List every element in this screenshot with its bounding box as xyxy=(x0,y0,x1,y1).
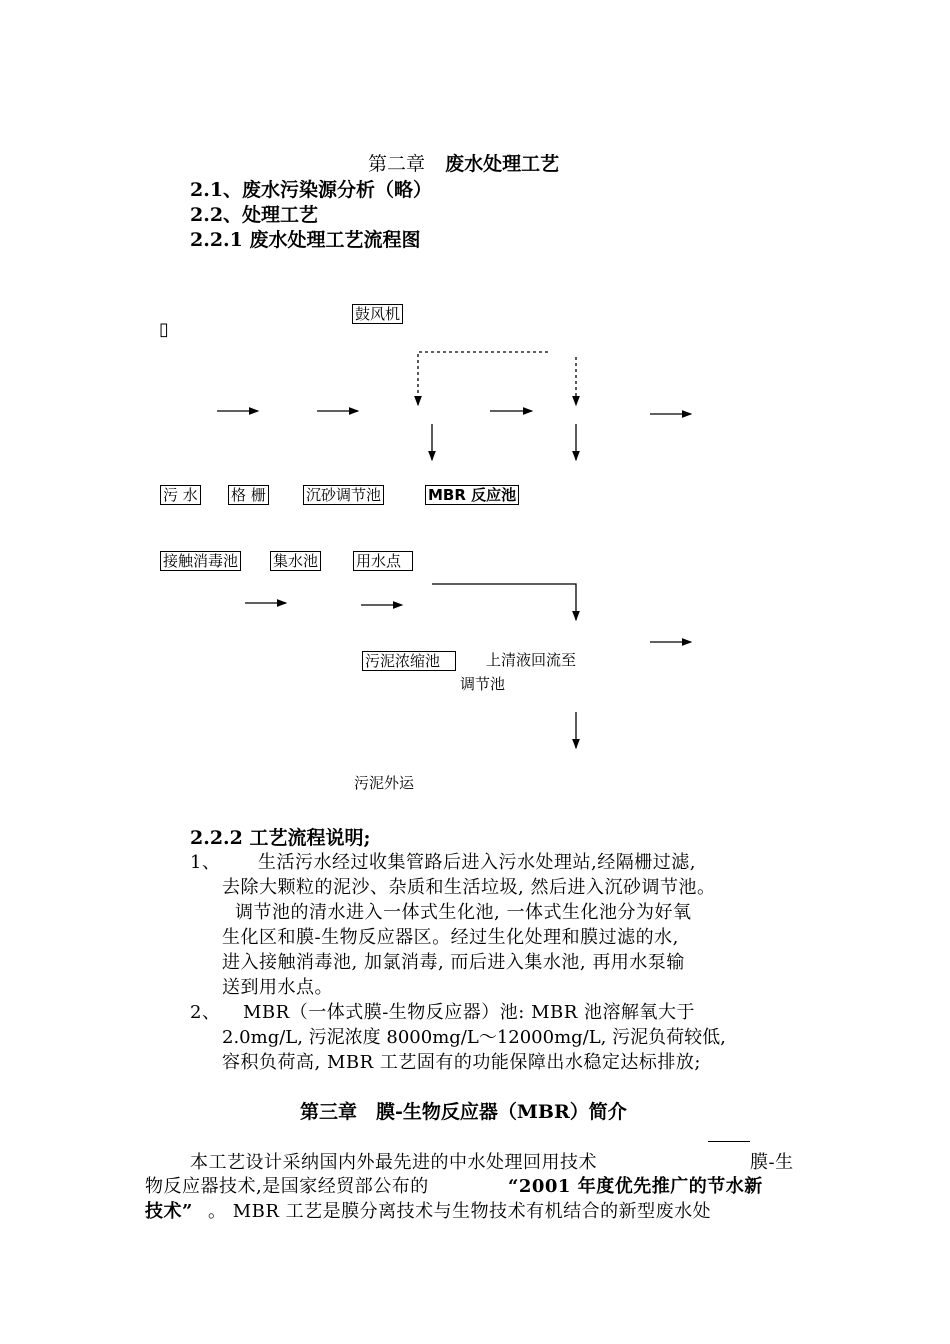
chapter3-title: 第三章 膜-生物反应器（MBR）简介 xyxy=(300,1101,627,1123)
section-2-2-2: 2.2.2 工艺流程说明; xyxy=(190,827,371,849)
chapter-main: 废水处理工艺 xyxy=(445,153,560,175)
item2-line3: 容积负荷高, MBR 工艺固有的功能保障出水稳定达标排放; xyxy=(222,1052,701,1073)
ch3-line1b: 膜-生 xyxy=(750,1152,794,1173)
chapter-prefix: 第二章 xyxy=(368,153,426,175)
section-2-1: 2.1、废水污染源分析（略） xyxy=(190,179,433,201)
item1-line3: 调节池的清水进入一体式生化池, 一体式生化池分为好氧 xyxy=(235,902,692,923)
section-2-2-1: 2.2.1 废水处理工艺流程图 xyxy=(190,229,421,251)
item1-line5: 进入接触消毒池, 加氯消毒, 而后进入集水池, 再用水泵输 xyxy=(222,952,685,973)
sludge-out-label: 污泥外运 xyxy=(354,774,415,792)
item2-line1: MBR（一体式膜-生物反应器）池: MBR 池溶解氧大于 xyxy=(243,1002,696,1023)
item1-line6: 送到用水点。 xyxy=(222,977,333,998)
dash-rule xyxy=(708,1141,750,1142)
item1-line4: 生化区和膜-生物反应器区。经过生化处理和膜过滤的水, xyxy=(222,927,679,948)
item1-number: 1、 xyxy=(190,852,221,873)
item1-line1: 生活污水经过收集管路后进入污水处理站,经隔栅过滤, xyxy=(258,852,696,873)
item2-line2: 2.0mg/L, 污泥浓度 8000mg/L～12000mg/L, 污泥负荷较低, xyxy=(222,1027,726,1048)
mbr-tank-box: MBR 反应池 xyxy=(425,485,519,505)
section-2-2: 2.2、处理工艺 xyxy=(190,204,319,226)
sludge-thick-box: 污泥浓缩池 xyxy=(362,651,456,671)
grit-tank-box: 沉砂调节池 xyxy=(303,485,384,505)
item2-number: 2、 xyxy=(190,1002,221,1023)
disinfect-box: 接触消毒池 xyxy=(160,551,241,571)
air-pipe-dashed xyxy=(418,352,548,405)
sewage-box: 污 水 xyxy=(160,485,201,505)
sludge-pipe xyxy=(432,584,576,620)
supernatant-label-2: 调节池 xyxy=(460,675,506,693)
ch3-line3a: 技术” xyxy=(145,1201,193,1222)
ch3-line1a: 本工艺设计采纳国内外最先进的中水处理回用技术 xyxy=(190,1152,597,1173)
ch3-line2a: 物反应器技术,是国家经贸部公布的 xyxy=(145,1176,429,1197)
marker-glyph: ▯ xyxy=(159,319,169,340)
ch3-line3b: 。 MBR 工艺是膜分离技术与生物技术有机结合的新型废水处 xyxy=(208,1201,712,1222)
collect-box: 集水池 xyxy=(270,551,321,571)
item1-line2: 去除大颗粒的泥沙、杂质和生活垃圾, 然后进入沉砂调节池。 xyxy=(222,877,716,898)
grille-box: 格 栅 xyxy=(228,485,269,505)
blower-box: 鼓风机 xyxy=(352,304,403,324)
ch3-line2b: “2001 年度优先推广的节水新 xyxy=(508,1176,763,1197)
use-point-box: 用水点 xyxy=(353,551,413,571)
supernatant-label-1: 上清液回流至 xyxy=(486,651,577,669)
